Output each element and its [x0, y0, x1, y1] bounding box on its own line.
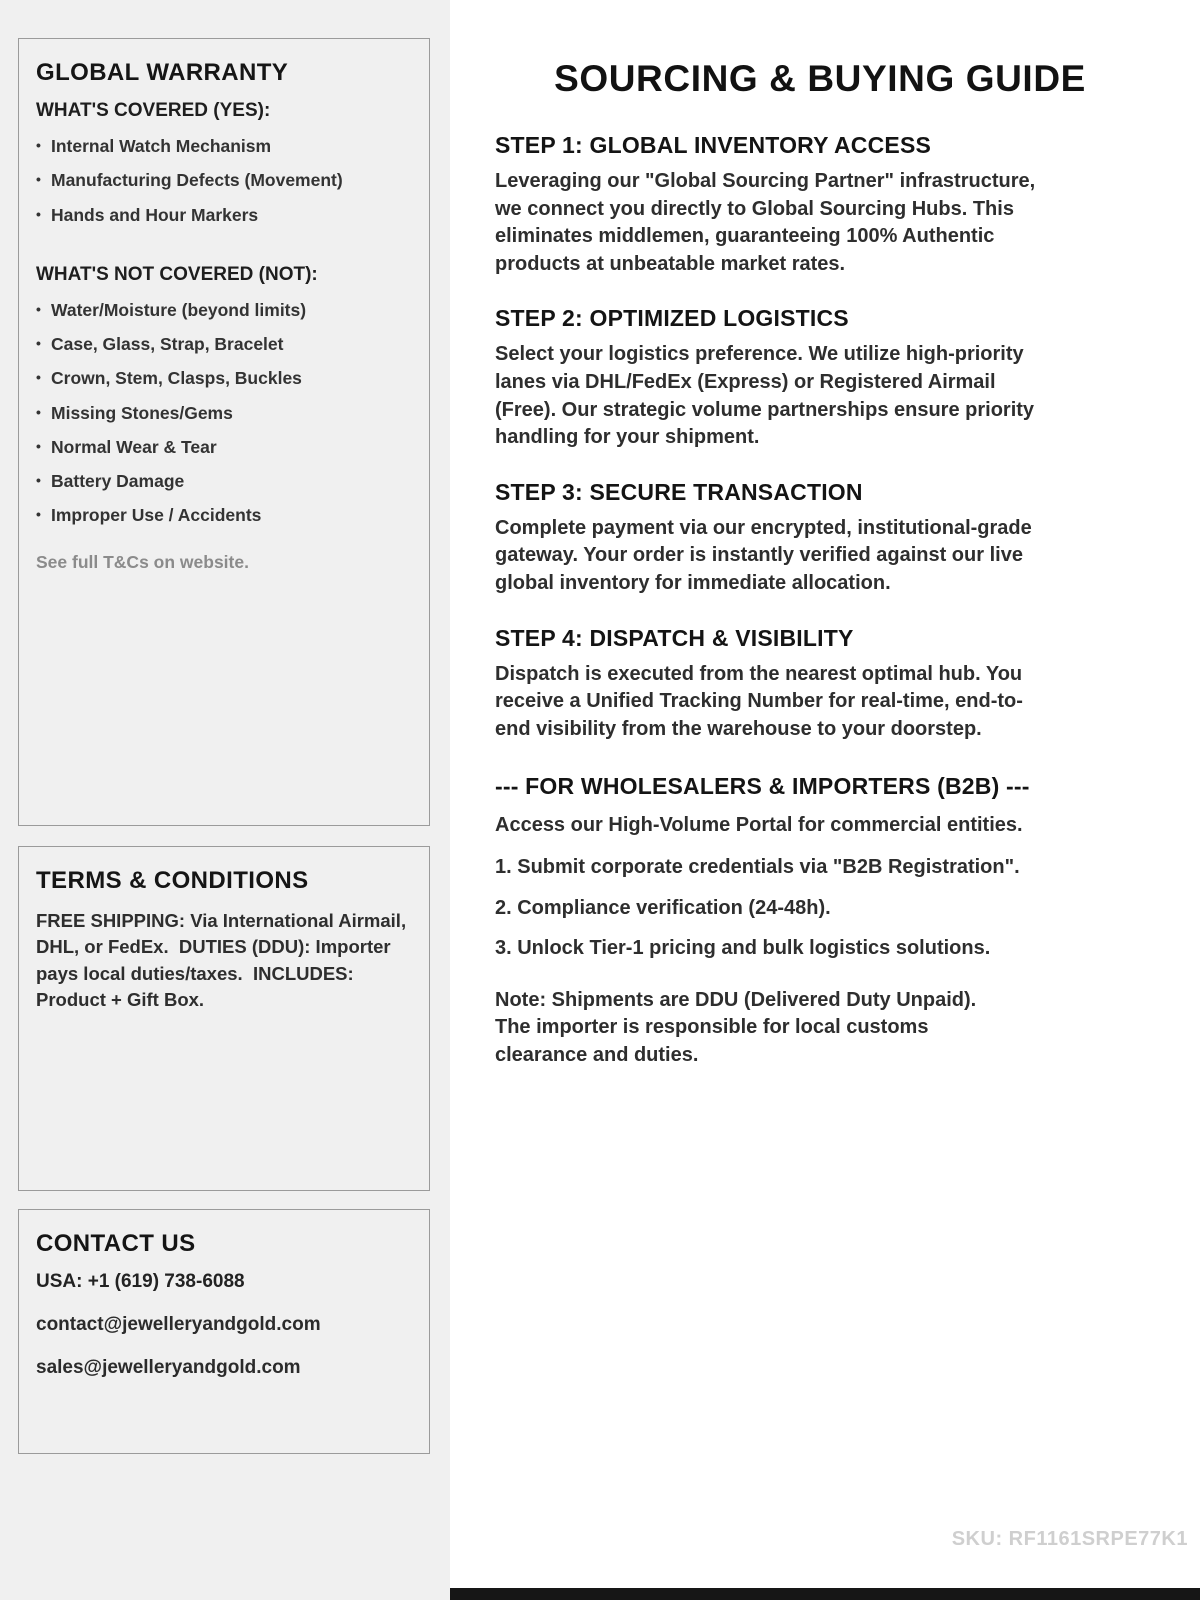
- terms-panel: [18, 846, 430, 1191]
- list-item: • Crown, Stem, Clasps, Buckles: [36, 369, 412, 388]
- warranty-panel: [18, 38, 430, 826]
- terms-body: FREE SHIPPING: Via International Airmail, DHL, or FedEx. DUTIES (DDU): Importer pays local duties/taxes. INCLUDES: Product + Gift Box.: [36, 910, 412, 1010]
- contact-email-primary: contact@jewelleryandgold.com: [36, 1314, 321, 1335]
- spacer: [36, 240, 412, 264]
- step-1-body: Leveraging our "Global Sourcing Partner" infrastructure, we connect you directly to Global Sourcing Hubs. This eliminates middlemen, guaranteeing 100% Authentic products at unbeatable market rates.: [495, 170, 1036, 275]
- contact-title: CONTACT US: [36, 1230, 196, 1257]
- main-content: [450, 0, 1200, 1600]
- step-2-body: Select your logistics preference. We utilize high-priority lanes via DHL/FedEx (Express) or Registered Airmail (Free). Our strategic volume partnerships ensure priority handling for your shipment.: [495, 343, 1035, 449]
- warranty-title: GLOBAL WARRANTY: [36, 59, 289, 86]
- step-2-section: [495, 305, 1043, 451]
- contact-phone: USA: +1 (619) 738-6088: [36, 1271, 245, 1292]
- list-item: • Internal Watch Mechanism: [36, 137, 412, 156]
- b2b-item-1: 1. Submit corporate credentials via "B2B Registration".: [495, 855, 1020, 878]
- step-3-section: [495, 479, 1043, 598]
- list-item: • Manufacturing Defects (Movement): [36, 171, 412, 190]
- footer-bar: [450, 1588, 1200, 1600]
- b2b-section: [495, 773, 1067, 1069]
- warranty-footnote: See full T&Cs on website.: [36, 551, 249, 572]
- step-3-heading: STEP 3: SECURE TRANSACTION: [495, 478, 863, 505]
- list-item: • Improper Use / Accidents: [36, 506, 412, 525]
- step-1-heading: STEP 1: GLOBAL INVENTORY ACCESS: [495, 132, 932, 158]
- contact-panel: [18, 1209, 430, 1454]
- step-2-heading: STEP 2: OPTIMIZED LOGISTICS: [495, 305, 849, 332]
- step-4-section: [495, 625, 1043, 744]
- contact-email-sales: sales@jewelleryandgold.com: [36, 1357, 301, 1378]
- b2b-item-3: 3. Unlock Tier-1 pricing and bulk logistics solutions.: [495, 937, 991, 960]
- step-4-heading: STEP 4: DISPATCH & VISIBILITY: [495, 624, 854, 651]
- list-item: • Missing Stones/Gems: [36, 404, 412, 423]
- sku-label: SKU: RF1161SRPE77K1: [951, 1528, 1188, 1550]
- covered-heading: WHAT'S COVERED (YES):: [36, 100, 271, 121]
- step-4-body: Dispatch is executed from the nearest optimal hub. You receive a Unified Tracking Number for real-time, end-to-end visibility from the warehouse to your doorstep.: [495, 662, 1023, 740]
- b2b-note: Note: Shipments are DDU (Delivered Duty Unpaid). The importer is responsible for local customs clearance and duties.: [495, 988, 977, 1066]
- sidebar: [0, 0, 450, 1600]
- terms-title: TERMS & CONDITIONS: [36, 867, 309, 894]
- list-item: • Case, Glass, Strap, Bracelet: [36, 335, 412, 354]
- list-item: • Hands and Hour Markers: [36, 206, 412, 225]
- not-covered-heading: WHAT'S NOT COVERED (NOT):: [36, 263, 318, 285]
- list-item: • Normal Wear & Tear: [36, 438, 412, 457]
- b2b-heading: --- FOR WHOLESALERS & IMPORTERS (B2B) ---: [495, 773, 1030, 800]
- list-item: • Water/Moisture (beyond limits): [36, 301, 412, 320]
- not-covered-list: [36, 301, 412, 526]
- list-item: • Battery Damage: [36, 472, 412, 491]
- covered-list: [36, 137, 412, 225]
- step-3-body: Complete payment via our encrypted, institutional-grade gateway. Your order is instantly verified against our live global inventory for immediate allocation.: [495, 516, 1032, 594]
- b2b-intro: Access our High-Volume Portal for commercial entities.: [495, 814, 1023, 837]
- step-1-section: [495, 132, 1043, 278]
- b2b-item-2: 2. Compliance verification (24-48h).: [495, 896, 831, 919]
- page-title: SOURCING & BUYING GUIDE: [554, 58, 1086, 99]
